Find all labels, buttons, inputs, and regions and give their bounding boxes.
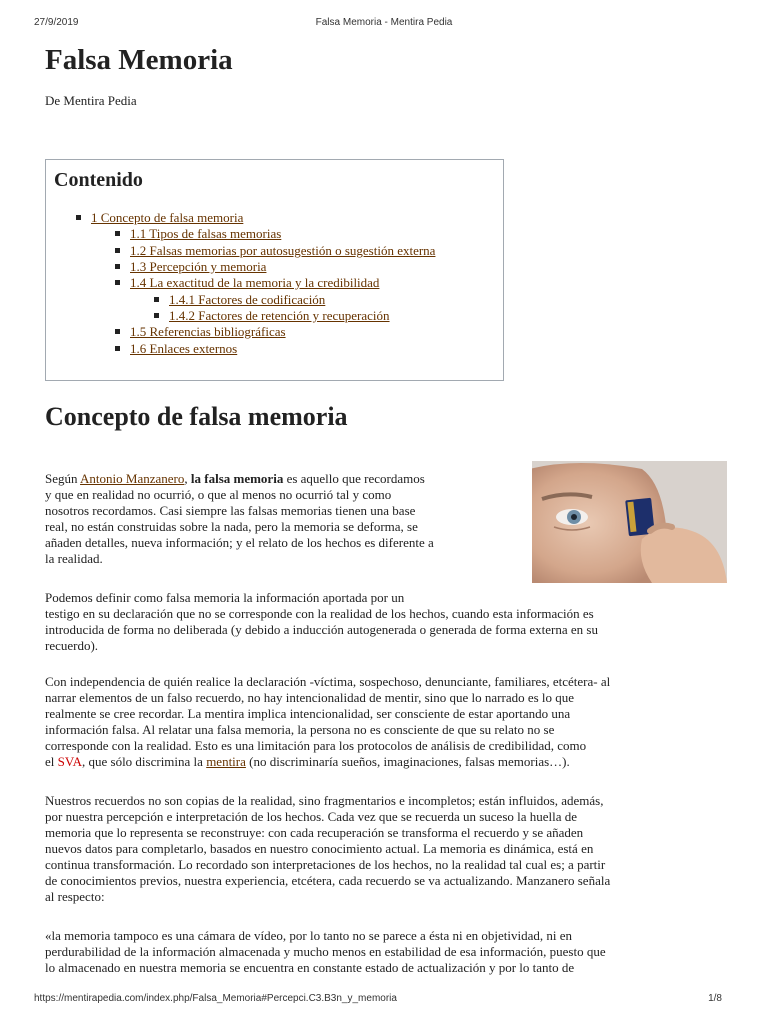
- paragraph-line: la realidad.: [45, 551, 103, 566]
- table-of-contents: [45, 159, 504, 381]
- paragraph-line: narrar elementos de un falso recuerdo, no hay intencionalidad de mentir, sino que lo narrado es lo que: [45, 690, 575, 705]
- toc-item: [115, 275, 379, 291]
- bullet-icon: [115, 248, 120, 253]
- toc-link-1-5[interactable]: 1.5 Referencias bibliográficas: [130, 324, 286, 339]
- bullet-icon: [115, 346, 120, 351]
- paragraph-2: [45, 590, 725, 654]
- toc-item: [115, 259, 266, 275]
- paragraph-line: lo almacenado en nuestra memoria se encuentra en constante estado de actualización y por lo tanto de: [45, 960, 575, 975]
- bullet-icon: [76, 215, 81, 220]
- quote-paragraph: [45, 928, 725, 976]
- print-page-title: Falsa Memoria - Mentira Pedia: [315, 17, 453, 28]
- print-header: [0, 17, 768, 31]
- paragraph-line: nuevos datos para completarlo, basados en nuestro conocimiento actual. La memoria es dinámica, está en: [45, 841, 594, 856]
- paragraph-line: introducida de forma no deliberada (y debido a inducción autogenerada o generada de forma externa en su: [45, 622, 598, 637]
- toc-item: [115, 341, 237, 357]
- article-page: [45, 40, 725, 975]
- toc-link-1-4[interactable]: 1.4 La exactitud de la memoria y la credibilidad: [130, 275, 380, 290]
- mentira-link[interactable]: mentira: [206, 754, 246, 769]
- paragraph-line: continua transformación. Lo recordado son interpretaciones de los hechos, no la realidad tal cual es; a partir: [45, 857, 606, 872]
- toc-link-1[interactable]: 1 Concepto de falsa memoria: [91, 210, 244, 225]
- toc-heading: Contenido: [54, 169, 143, 191]
- toc-item: [154, 292, 325, 308]
- bullet-icon: [115, 231, 120, 236]
- paragraph-line: el SVA, que sólo discrimina la mentira (no discriminaría sueños, imaginaciones, falsas memorias…).: [45, 754, 570, 769]
- toc-item: [76, 210, 243, 226]
- paragraph-line: de conocimientos previos, nuestra experiencia, etcétera, cada recuerdo se va actualizando. Manzanero señala: [45, 873, 611, 888]
- paragraph-line: información falsa. Al relatar una falsa memoria, la persona no es consciente de que su relato no se: [45, 722, 555, 737]
- bullet-icon: [154, 297, 159, 302]
- toc-link-1-4-2[interactable]: 1.4.2 Factores de retención y recuperación: [169, 308, 390, 323]
- author-link[interactable]: Antonio Manzanero: [80, 471, 185, 486]
- paragraph-line: Con independencia de quién realice la declaración -víctima, sospechoso, denunciante, familiares, etcétera- al: [45, 674, 611, 689]
- bold-term: la falsa memoria: [190, 471, 284, 486]
- paragraph-line: corresponde con la realidad. Esto es una limitación para los protocolos de análisis de credibilidad, como: [45, 738, 587, 753]
- paragraph-line: y que en realidad no ocurrió, o que al menos no ocurrió tal y como: [45, 487, 392, 502]
- print-footer: [0, 993, 768, 1007]
- paragraph-line: por nuestra percepción e interpretación de los hechos. Cada vez que se recuerda un suceso la huella de: [45, 809, 578, 824]
- toc-link-1-6[interactable]: 1.6 Enlaces externos: [130, 341, 238, 356]
- paragraph-line: testigo en su declaración que no se corresponde con la realidad de los hechos, cuando esta información es: [45, 606, 594, 621]
- print-page-number: 1/8: [708, 993, 722, 1004]
- toc-item: [115, 226, 281, 242]
- toc-link-1-1[interactable]: 1.1 Tipos de falsas memorias: [130, 226, 282, 241]
- paragraph-line: perdurabilidad de la información almacenada y mucho menos en estabilidad de esa información, puesto que: [45, 944, 606, 959]
- bullet-icon: [115, 264, 120, 269]
- section-heading: Concepto de falsa memoria: [45, 402, 348, 431]
- bullet-icon: [115, 280, 120, 285]
- man-holding-sd-card-icon: [532, 461, 727, 583]
- toc-link-1-4-1[interactable]: 1.4.1 Factores de codificación: [169, 292, 326, 307]
- paragraph-3: [45, 674, 725, 770]
- paragraph-line: Según Antonio Manzanero, la falsa memoria es aquello que recordamos: [45, 471, 425, 486]
- article-subtitle: De Mentira Pedia: [45, 93, 137, 108]
- toc-link-1-3[interactable]: 1.3 Percepción y memoria: [130, 259, 267, 274]
- toc-item: [115, 243, 435, 259]
- paragraph-line: Podemos definir como falsa memoria la información aportada por un: [45, 590, 405, 605]
- paragraph-line: realmente se cree recordar. La mentira implica intencionalidad, ser consciente de estar aportando una: [45, 706, 571, 721]
- bullet-icon: [154, 313, 159, 318]
- bullet-icon: [115, 329, 120, 334]
- paragraph-line: añaden detalles, nueva información; y el relato de los hechos es diferente a: [45, 535, 434, 550]
- paragraph-line: al respecto:: [45, 889, 105, 904]
- paragraph-line: Nuestros recuerdos no son copias de la realidad, sino fragmentarios e incompletos; están influidos, además,: [45, 793, 604, 808]
- paragraph-4: [45, 793, 725, 905]
- article-title: Falsa Memoria: [45, 44, 233, 76]
- sva-link[interactable]: SVA: [57, 754, 82, 769]
- print-url: https://mentirapedia.com/index.php/Falsa_Memoria#Percepci.C3.B3n_y_memoria: [34, 993, 397, 1004]
- paragraph-1: [45, 471, 485, 567]
- paragraph-line: memoria que lo representa se reconstruye: con cada recuperación se transforma el recuerdo y se añaden: [45, 825, 584, 840]
- toc-link-1-2[interactable]: 1.2 Falsas memorias por autosugestión o sugestión externa: [130, 243, 436, 258]
- paragraph-line: «la memoria tampoco es una cámara de vídeo, por lo tanto no se parece a ésta ni en objetividad, ni en: [45, 928, 573, 943]
- toc-item: [115, 324, 286, 340]
- paragraph-line: recuerdo).: [45, 638, 99, 653]
- print-date: 27/9/2019: [34, 17, 79, 28]
- paragraph-line: nosotros recordamos. Casi siempre las falsas memorias tienen una base: [45, 503, 416, 518]
- paragraph-line: real, no están construidas sobre la nada, pero la memoria se deforma, se: [45, 519, 418, 534]
- man-holding-sd-card-photo: [532, 461, 727, 583]
- toc-item: [154, 308, 390, 324]
